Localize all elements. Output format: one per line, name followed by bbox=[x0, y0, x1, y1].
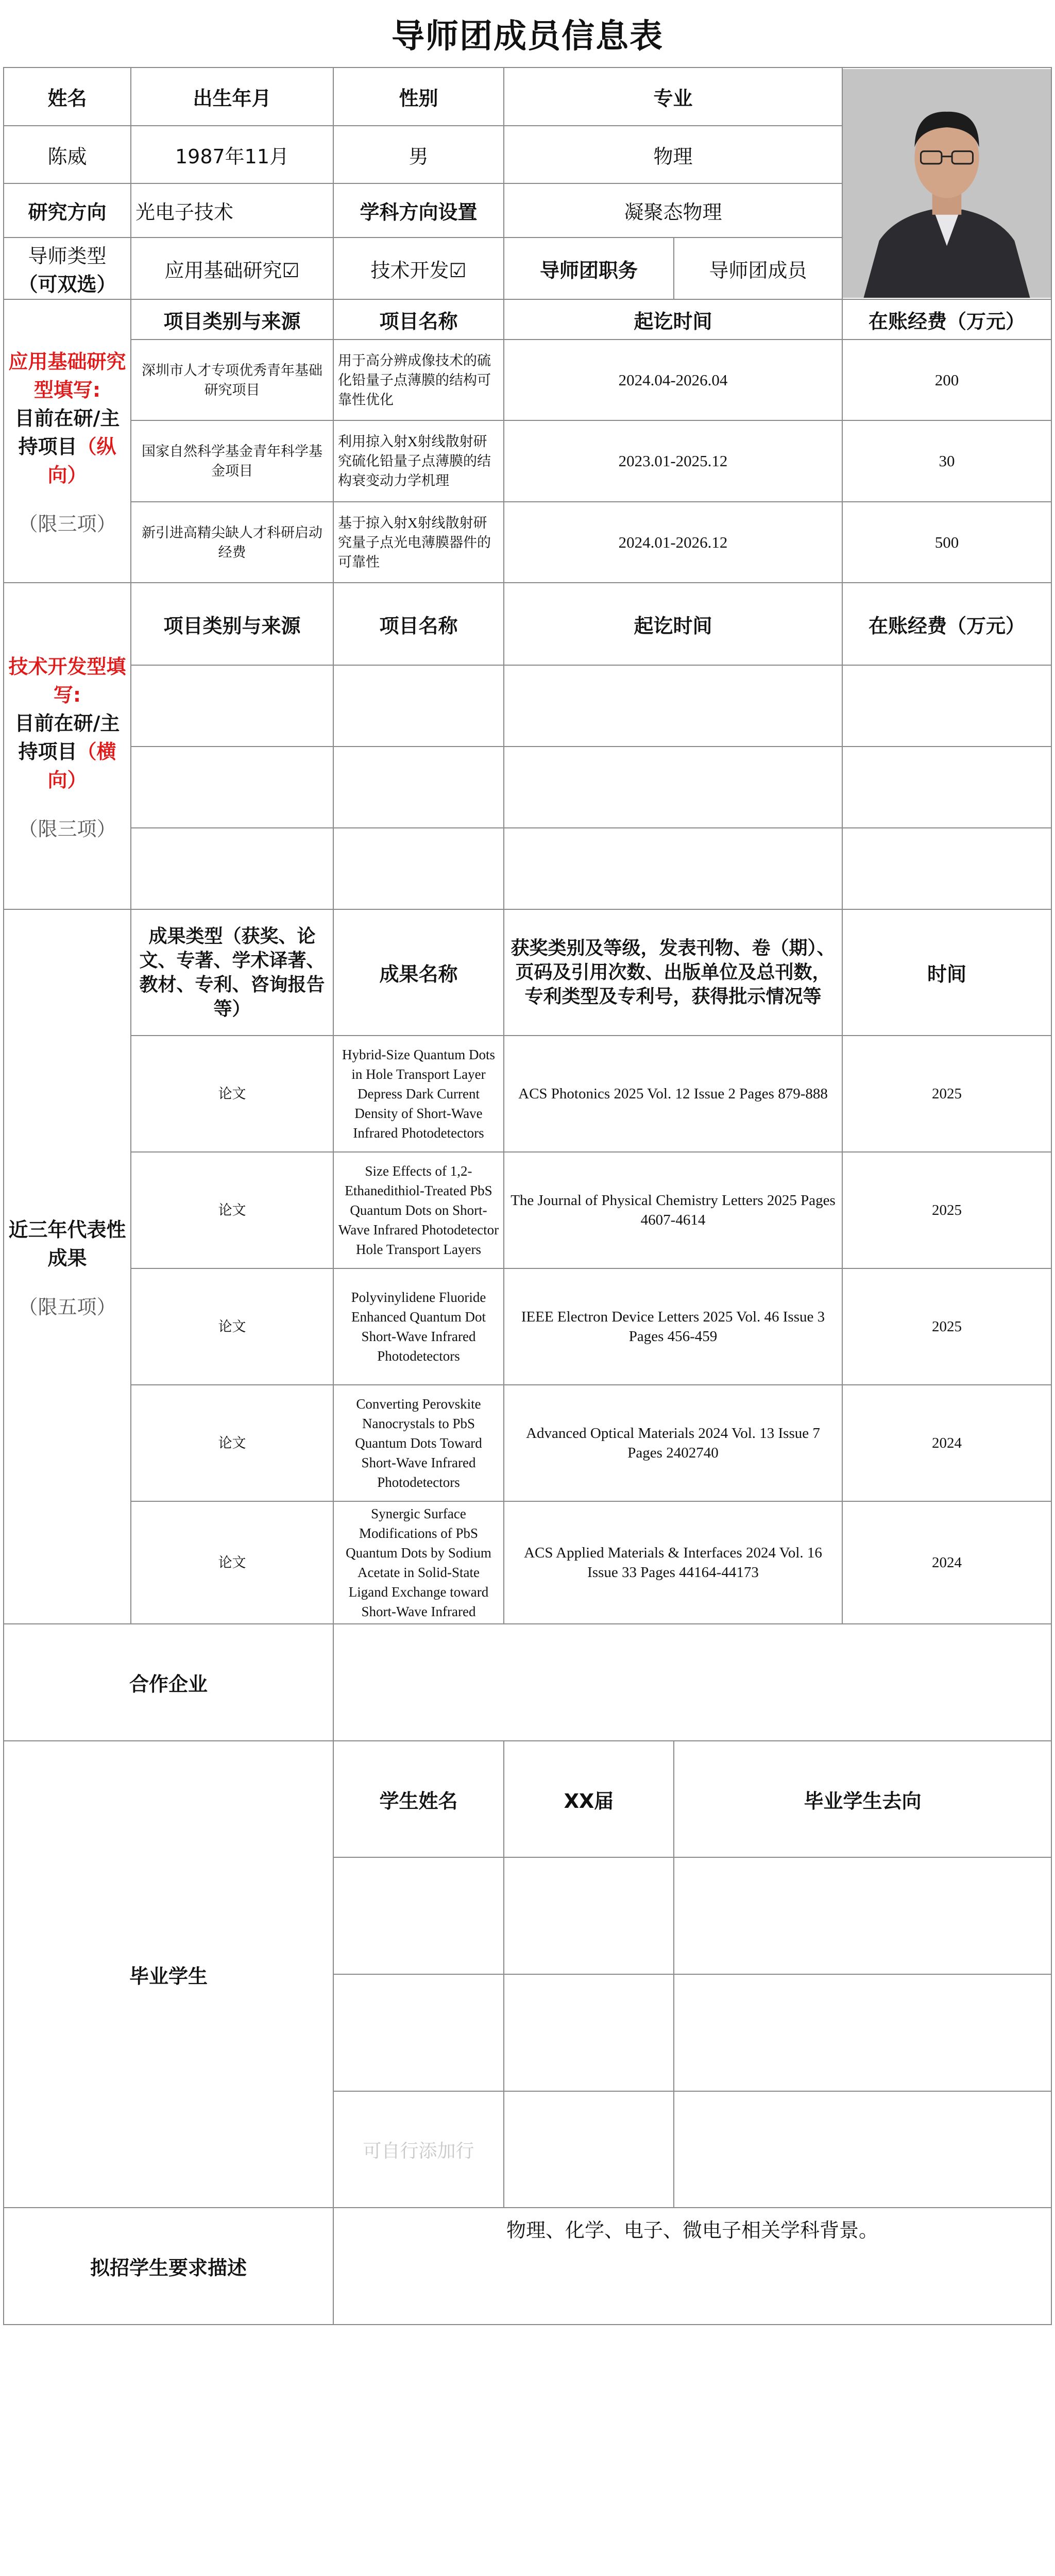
achievement-venue: ACS Applied Materials & Interfaces 2024 Vol. 16 Issue 33 Pages 44164-44173 bbox=[504, 1501, 842, 1624]
research-value: 光电子技术 bbox=[131, 183, 333, 238]
tech-header-funds: 在账经费（万元） bbox=[842, 583, 1051, 665]
tech-side-title: 技术开发型填写: bbox=[8, 655, 126, 706]
table-row bbox=[4, 340, 1051, 420]
mentor-type-label bbox=[4, 238, 131, 299]
achievement-type: 论文 bbox=[131, 1385, 333, 1501]
applied-header-period: 起讫时间 bbox=[504, 299, 842, 340]
applied-period: 2024.04-2026.04 bbox=[504, 340, 842, 420]
graduate-destination-empty[interactable] bbox=[674, 2091, 1051, 2208]
graduates-header-class: XX届 bbox=[504, 1741, 674, 1857]
add-row-hint[interactable]: 可自行添加行 bbox=[333, 2091, 504, 2208]
tech-period-empty[interactable] bbox=[504, 747, 842, 828]
discipline-value: 凝聚态物理 bbox=[504, 183, 842, 238]
tech-funds-empty[interactable] bbox=[842, 828, 1051, 909]
tech-header-period: 起讫时间 bbox=[504, 583, 842, 665]
achievements-header-year: 时间 bbox=[842, 909, 1051, 1036]
tech-side-limit: （限三项） bbox=[18, 818, 116, 840]
graduates-header-name: 学生姓名 bbox=[333, 1741, 504, 1857]
tech-funds-empty[interactable] bbox=[842, 665, 1051, 747]
tech-source-empty[interactable] bbox=[131, 665, 333, 747]
graduate-class-empty[interactable] bbox=[504, 2091, 674, 2208]
applied-side-line: 目前在研/主持项目（纵向） bbox=[14, 407, 120, 486]
name-value: 陈威 bbox=[4, 126, 131, 183]
graduate-class-empty[interactable] bbox=[504, 1974, 674, 2091]
requirements-label: 拟招学生要求描述 bbox=[4, 2208, 333, 2325]
applied-header-funds: 在账经费（万元） bbox=[842, 299, 1051, 340]
applied-funds: 200 bbox=[842, 340, 1051, 420]
tech-name-empty[interactable] bbox=[333, 828, 504, 909]
achievement-title: Size Effects of 1,2-Ethanedithiol-Treated PbS Quantum Dots on Short-Wave Infrared Photodetector Hole Transport Layers bbox=[333, 1152, 504, 1268]
mentor-type-title: 导师类型 bbox=[28, 245, 107, 267]
graduate-class-empty[interactable] bbox=[504, 1857, 674, 1974]
achievements-header-type: 成果类型（获奖、论文、专著、学术译著、教材、专利、咨询报告等） bbox=[131, 909, 333, 1036]
achievement-year: 2025 bbox=[842, 1152, 1051, 1268]
achievement-type: 论文 bbox=[131, 1036, 333, 1152]
applied-source: 国家自然科学基金青年科学基金项目 bbox=[131, 420, 333, 502]
achievements-header-venue: 获奖类别及等级，发表刊物、卷（期）、页码及引用次数、出版单位及总刊数，专利类型及专利号，获得批示情况等 bbox=[504, 909, 842, 1036]
achievements-side-title: 近三年代表性成果 bbox=[8, 1218, 126, 1269]
table-row bbox=[4, 1385, 1051, 1501]
applied-funds: 500 bbox=[842, 502, 1051, 583]
discipline-label: 学科方向设置 bbox=[333, 183, 504, 238]
applied-side-label bbox=[4, 299, 131, 583]
tech-name-empty[interactable] bbox=[333, 747, 504, 828]
applied-period: 2024.01-2026.12 bbox=[504, 502, 842, 583]
table-row bbox=[4, 502, 1051, 583]
tech-source-empty[interactable] bbox=[131, 828, 333, 909]
table-row bbox=[4, 828, 1051, 909]
mentor-info-form bbox=[3, 67, 1052, 2325]
achievement-title: Polyvinylidene Fluoride Enhanced Quantum Dot Short-Wave Infrared Photodetectors bbox=[333, 1268, 504, 1385]
applied-header-source: 项目类别与来源 bbox=[131, 299, 333, 340]
portrait-photo bbox=[843, 69, 1051, 298]
table-row bbox=[4, 665, 1051, 747]
achievement-venue: Advanced Optical Materials 2024 Vol. 13 Issue 7 Pages 2402740 bbox=[504, 1385, 842, 1501]
tech-header-name: 项目名称 bbox=[333, 583, 504, 665]
table-row bbox=[4, 1036, 1051, 1152]
gender-label: 性别 bbox=[333, 67, 504, 126]
tech-name-empty[interactable] bbox=[333, 665, 504, 747]
achievement-type: 论文 bbox=[131, 1501, 333, 1624]
achievement-venue: IEEE Electron Device Letters 2025 Vol. 46 Issue 3 Pages 456-459 bbox=[504, 1268, 842, 1385]
tech-period-empty[interactable] bbox=[504, 828, 842, 909]
achievement-year: 2024 bbox=[842, 1501, 1051, 1624]
major-label: 专业 bbox=[504, 67, 842, 126]
applied-source: 深圳市人才专项优秀青年基础研究项目 bbox=[131, 340, 333, 420]
table-row bbox=[4, 1268, 1051, 1385]
partner-value[interactable] bbox=[333, 1624, 1051, 1741]
graduates-label: 毕业学生 bbox=[4, 1741, 333, 2208]
research-label: 研究方向 bbox=[4, 183, 131, 238]
name-label: 姓名 bbox=[4, 67, 131, 126]
page-title: 导师团成员信息表 bbox=[392, 18, 663, 56]
mentor-type-note: （可双选） bbox=[18, 273, 116, 296]
applied-header-name: 项目名称 bbox=[333, 299, 504, 340]
achievement-year: 2025 bbox=[842, 1036, 1051, 1152]
birth-value: 1987年11月 bbox=[131, 126, 333, 183]
achievement-title: Synergic Surface Modifications of PbS Quantum Dots by Sodium Acetate in Solid-State Ligand Exchange toward Short-Wave Infrared bbox=[333, 1501, 504, 1624]
graduate-name-empty[interactable] bbox=[333, 1857, 504, 1974]
tech-side-label bbox=[4, 583, 131, 909]
graduate-name-empty[interactable] bbox=[333, 1974, 504, 2091]
tech-funds-empty[interactable] bbox=[842, 747, 1051, 828]
applied-source: 新引进高精尖缺人才科研启动经费 bbox=[131, 502, 333, 583]
requirements-value[interactable]: 物理、化学、电子、微电子相关学科背景。 bbox=[333, 2208, 1051, 2325]
table-row bbox=[4, 1501, 1051, 1624]
graduate-destination-empty[interactable] bbox=[674, 1857, 1051, 1974]
applied-side-limit: （限三项） bbox=[18, 513, 116, 535]
applied-funds: 30 bbox=[842, 420, 1051, 502]
table-row bbox=[4, 747, 1051, 828]
achievement-type: 论文 bbox=[131, 1152, 333, 1268]
achievement-title: Converting Perovskite Nanocrystals to PbS Quantum Dots Toward Short‐Wave Infrared Photodetectors bbox=[333, 1385, 504, 1501]
partner-label: 合作企业 bbox=[4, 1624, 333, 1741]
applied-period: 2023.01-2025.12 bbox=[504, 420, 842, 502]
applied-side-title: 应用基础研究型填写: bbox=[8, 350, 126, 401]
applied-name: 基于掠入射X射线散射研究量子点光电薄膜器件的可靠性 bbox=[333, 502, 504, 583]
gender-value: 男 bbox=[333, 126, 504, 183]
photo-cell bbox=[842, 67, 1051, 299]
tech-source-empty[interactable] bbox=[131, 747, 333, 828]
mentor-role-value: 导师团成员 bbox=[674, 238, 842, 299]
achievements-header-title: 成果名称 bbox=[333, 909, 504, 1036]
graduates-header-destination: 毕业学生去向 bbox=[674, 1741, 1051, 1857]
achievement-venue: ACS Photonics 2025 Vol. 12 Issue 2 Pages 879-888 bbox=[504, 1036, 842, 1152]
applied-name: 用于高分辨成像技术的硫化铅量子点薄膜的结构可靠性优化 bbox=[333, 340, 504, 420]
tech-header-source: 项目类别与来源 bbox=[131, 583, 333, 665]
mentor-role-label: 导师团职务 bbox=[504, 238, 674, 299]
achievement-year: 2024 bbox=[842, 1385, 1051, 1501]
achievements-side-limit: （限五项） bbox=[18, 1296, 116, 1318]
birth-label: 出生年月 bbox=[131, 67, 333, 126]
table-row bbox=[4, 420, 1051, 502]
achievement-type: 论文 bbox=[131, 1268, 333, 1385]
achievement-year: 2025 bbox=[842, 1268, 1051, 1385]
graduate-destination-empty[interactable] bbox=[674, 1974, 1051, 2091]
tech-period-empty[interactable] bbox=[504, 665, 842, 747]
table-row bbox=[4, 1152, 1051, 1268]
achievement-venue: The Journal of Physical Chemistry Letters 2025 Pages 4607-4614 bbox=[504, 1152, 842, 1268]
achievement-title: Hybrid-Size Quantum Dots in Hole Transport Layer Depress Dark Current Density of Short-Wave Infrared Photodetectors bbox=[333, 1036, 504, 1152]
applied-name: 利用掠入射X射线散射研究硫化铅量子点薄膜的结构衰变动力学机理 bbox=[333, 420, 504, 502]
mentor-type-option-tech[interactable]: 技术开发☑ bbox=[333, 238, 504, 299]
tech-side-line: 目前在研/主持项目（横向） bbox=[14, 712, 120, 791]
mentor-type-option-applied[interactable]: 应用基础研究☑ bbox=[131, 238, 333, 299]
achievements-side-label bbox=[4, 909, 131, 1624]
major-value: 物理 bbox=[504, 126, 842, 183]
